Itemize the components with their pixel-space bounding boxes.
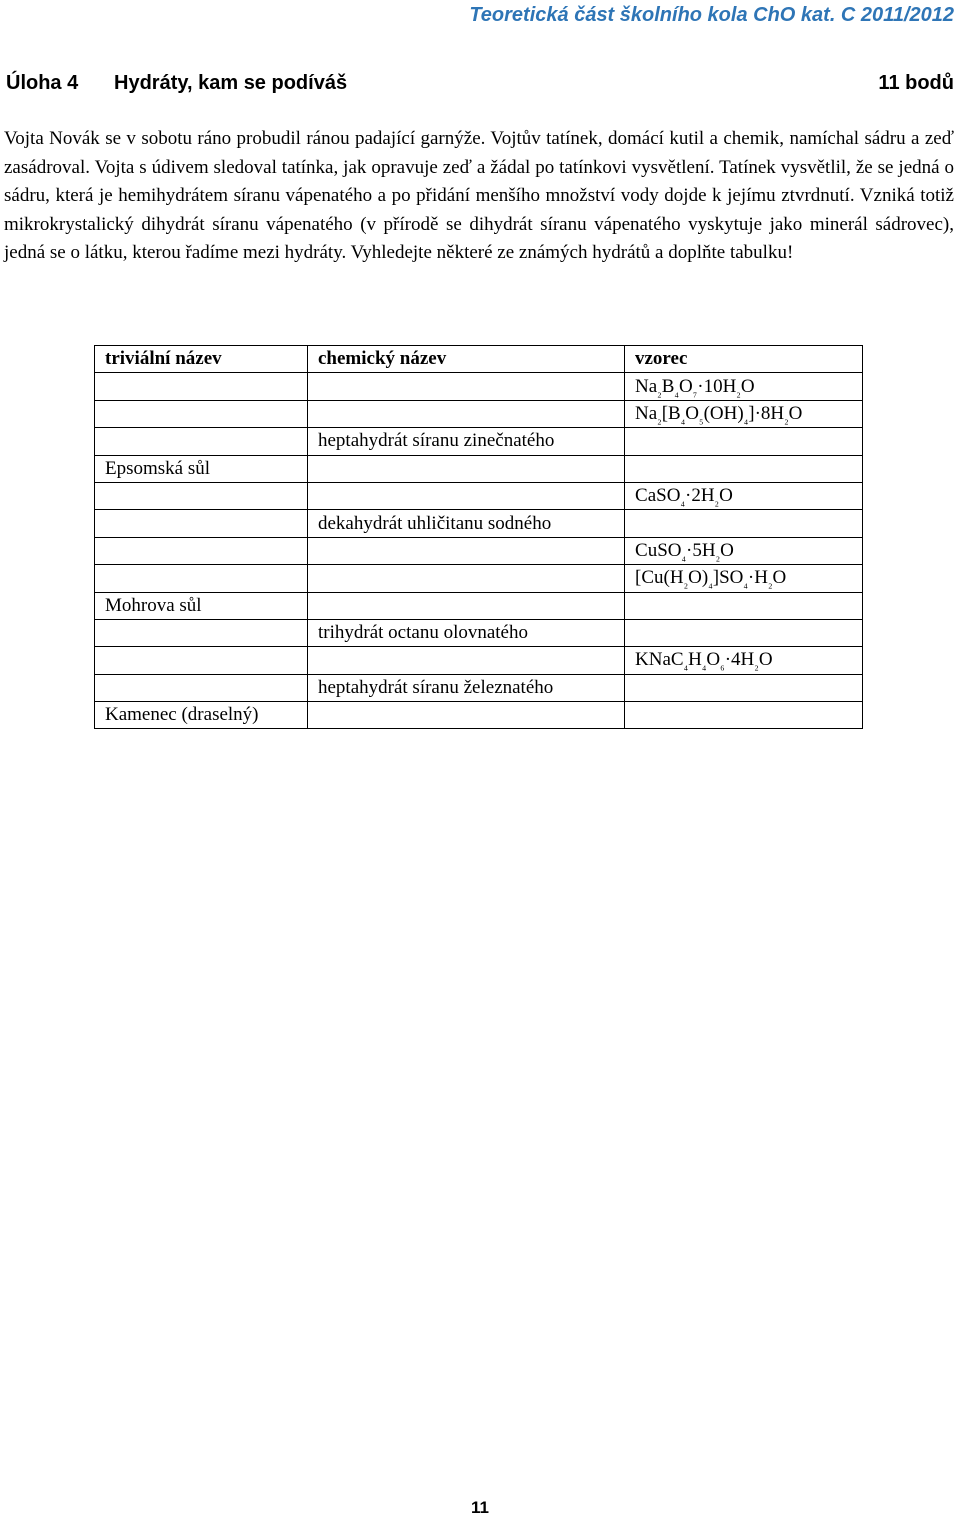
header-chemical-name: chemický název <box>308 346 625 373</box>
trivial-name-cell <box>95 565 308 592</box>
table-row <box>95 428 863 455</box>
task-points: 11 bodů <box>878 72 954 94</box>
formula-cell: $CuSO_{_4}\cdot 5H_{_2}O$ <box>625 537 863 564</box>
chemical-name-cell <box>308 565 625 592</box>
table-row <box>95 510 863 537</box>
hydrates-table-container <box>94 345 863 729</box>
trivial-name-cell <box>95 482 308 509</box>
header-trivial-name: triviální název <box>95 346 308 373</box>
chemical-name-cell <box>308 373 625 400</box>
document-header-title: Teoretická část školního kola ChO kat. C 2011/2012 <box>469 4 954 26</box>
formula-cell <box>625 428 863 455</box>
table-row <box>95 455 863 482</box>
chemical-name-cell: dekahydrát uhličitanu sodného <box>308 510 625 537</box>
trivial-name-cell: Kamenec (draselný) <box>95 702 308 729</box>
trivial-name-cell <box>95 373 308 400</box>
table-row <box>95 674 863 701</box>
formula-cell <box>625 510 863 537</box>
chemical-name-cell: heptahydrát síranu zinečnatého <box>308 428 625 455</box>
formula-cell: $[Cu(H_{_2}O)_{_4}]SO_{_4}\cdot H_{_2}O$ <box>625 565 863 592</box>
formula-cell <box>625 592 863 619</box>
formula-cell: $KNaC_{_4}H_{_4}O_{_6}\cdot 4H_{_2}O$ <box>625 647 863 674</box>
trivial-name-cell: Epsomská sůl <box>95 455 308 482</box>
formula-cell: $Na_{_2}[B_{_4}O_{_5}(OH)_{_4}]\cdot 8H_{_2}O$ <box>625 400 863 427</box>
formula-cell <box>625 702 863 729</box>
table-row <box>95 537 863 564</box>
trivial-name-cell <box>95 674 308 701</box>
task-heading <box>6 72 954 100</box>
table-row <box>95 400 863 427</box>
table-body <box>95 373 863 729</box>
formula-cell <box>625 455 863 482</box>
table-row <box>95 592 863 619</box>
task-name: Hydráty, kam se podíváš <box>114 72 348 94</box>
trivial-name-cell <box>95 647 308 674</box>
trivial-name-cell <box>95 537 308 564</box>
table-row <box>95 647 863 674</box>
table-row <box>95 702 863 729</box>
chemical-name-cell <box>308 482 625 509</box>
formula-cell: $Na_{_2}B_{_4}O_{_7}\cdot 10H_{_2}O$ <box>625 373 863 400</box>
chemical-name-cell <box>308 702 625 729</box>
chemical-name-cell <box>308 592 625 619</box>
formula-cell <box>625 619 863 646</box>
chemical-name-cell: trihydrát octanu olovnatého <box>308 619 625 646</box>
table-row <box>95 565 863 592</box>
formula-cell <box>625 674 863 701</box>
trivial-name-cell <box>95 428 308 455</box>
trivial-name-cell <box>95 400 308 427</box>
task-number: Úloha 4 <box>6 72 79 94</box>
table-row <box>95 373 863 400</box>
trivial-name-cell <box>95 510 308 537</box>
chemical-name-cell <box>308 400 625 427</box>
chemical-name-cell <box>308 537 625 564</box>
intro-paragraph: Vojta Novák se v sobotu ráno probudil ránou padající garnýže. Vojtův tatínek, domácí kutil a chemik, namíchal sádru a zeď zasádroval. Vojta s údivem sledoval tatínka, jak opravuje zeď a žádal po tatínkovi vysvětlení. Tatínek vysvětlil, že se jedná o sádru, která je hemihydrátem síranu vápenatého a po přidání menšího množství vody dojde k jejímu ztvrdnutí. Vzniká totiž mikrokrystalický dihydrát síranu vápenatého (v přírodě se dihydrát síranu vápenatého vyskytuje jako minerál sádrovec), jedná se o látku, kterou řadíme mezi hydráty. Vyhledejte některé ze známých hydrátů a doplňte tabulku! <box>4 128 954 263</box>
page-number: 11 <box>471 1498 489 1517</box>
header-formula: vzorec <box>625 346 863 373</box>
table-row <box>95 482 863 509</box>
table-row <box>95 619 863 646</box>
chemical-name-cell <box>308 455 625 482</box>
chemical-name-cell: heptahydrát síranu železnatého <box>308 674 625 701</box>
hydrates-table <box>94 345 863 729</box>
table-header-row <box>95 346 863 373</box>
formula-cell: $CaSO_{_4}\cdot 2H_{_2}O$ <box>625 482 863 509</box>
chemical-name-cell <box>308 647 625 674</box>
trivial-name-cell <box>95 619 308 646</box>
trivial-name-cell: Mohrova sůl <box>95 592 308 619</box>
